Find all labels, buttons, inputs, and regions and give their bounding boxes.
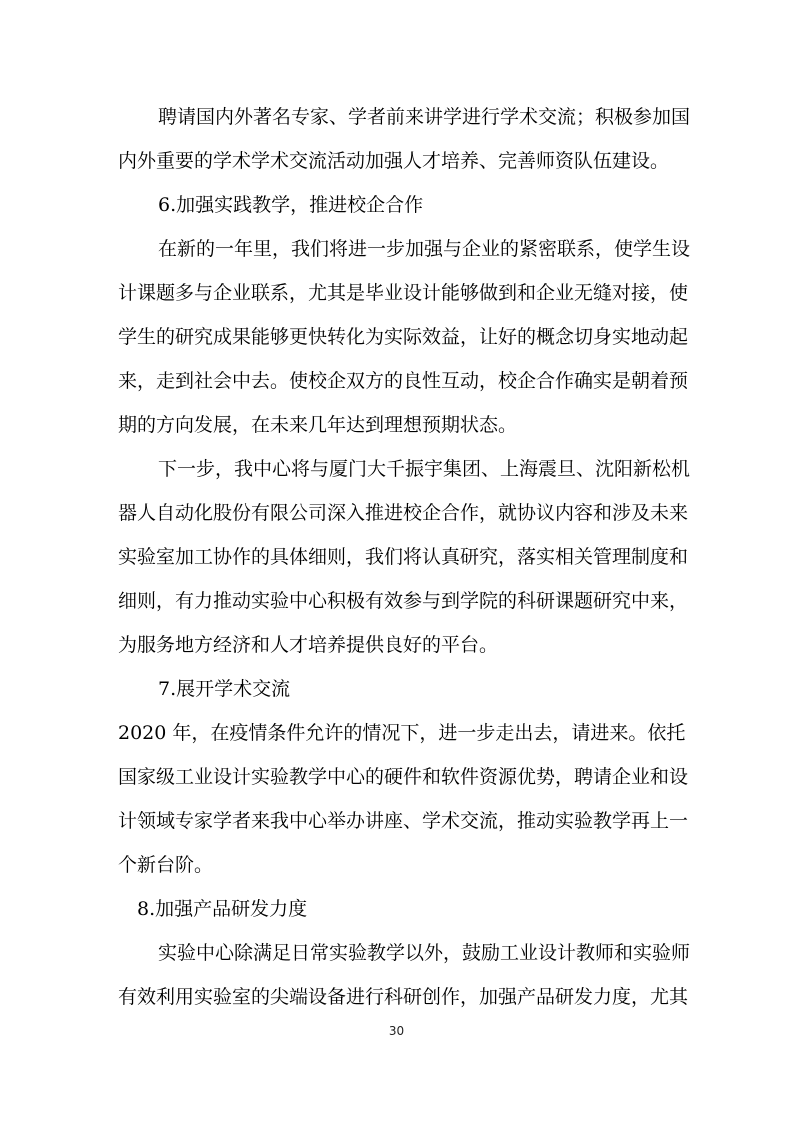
paragraph-line: 来，走到社会中去。使校企双方的良性互动，校企合作确实是朝着预 [118,370,689,392]
section-heading-6: 6.加强实践教学，推进校企合作 [158,194,424,216]
paragraph-line: 实验室加工协作的具体细则，我们将认真研究，落实相关管理制度和 [118,546,689,568]
paragraph-line: 有效利用实验室的尖端设备进行科研创作，加强产品研发力度，尤其 [118,986,689,1008]
paragraph-line: 期的方向发展，在未来几年达到理想预期状态。 [118,414,518,436]
paragraph-line: 计课题多与企业联系，尤其是毕业设计能够做到和企业无缝对接，使 [118,282,689,304]
paragraph-line: 内外重要的学术学术交流活动加强人才培养、完善师资队伍建设。 [118,150,670,172]
paragraph-line: 在新的一年里，我们将进一步加强与企业的紧密联系，使学生设 [158,238,691,260]
paragraph-line: 下一步，我中心将与厦门大千振宇集团、上海震旦、沈阳新松机 [158,458,691,480]
paragraph-line: 2020 年，在疫情条件允许的情况下，进一步走出去，请进来。依托 [118,722,686,744]
paragraph-line: 为服务地方经济和人才培养提供良好的平台。 [118,634,499,656]
section-heading-7: 7.展开学术交流 [158,678,291,700]
page-number: 30 [388,1024,405,1038]
paragraph-line: 实验中心除满足日常实验教学以外，鼓励工业设计教师和实验师 [158,942,691,964]
paragraph-line: 学生的研究成果能够更快转化为实际效益，让好的概念切身实地动起 [118,326,689,348]
paragraph-line: 细则，有力推动实验中心积极有效参与到学院的科研课题研究中来， [118,590,689,612]
paragraph-line: 器人自动化股份有限公司深入推进校企合作，就协议内容和涉及未来 [118,502,689,524]
paragraph-line: 聘请国内外著名专家、学者前来讲学进行学术交流；积极参加国 [158,106,691,128]
section-heading-8: 8.加强产品研发力度 [137,898,308,920]
paragraph-line: 计领域专家学者来我中心举办讲座、学术交流，推动实验教学再上一 [118,810,689,832]
paragraph-line: 国家级工业设计实验教学中心的硬件和软件资源优势，聘请企业和设 [118,766,689,788]
paragraph-line: 个新台阶。 [118,854,214,876]
